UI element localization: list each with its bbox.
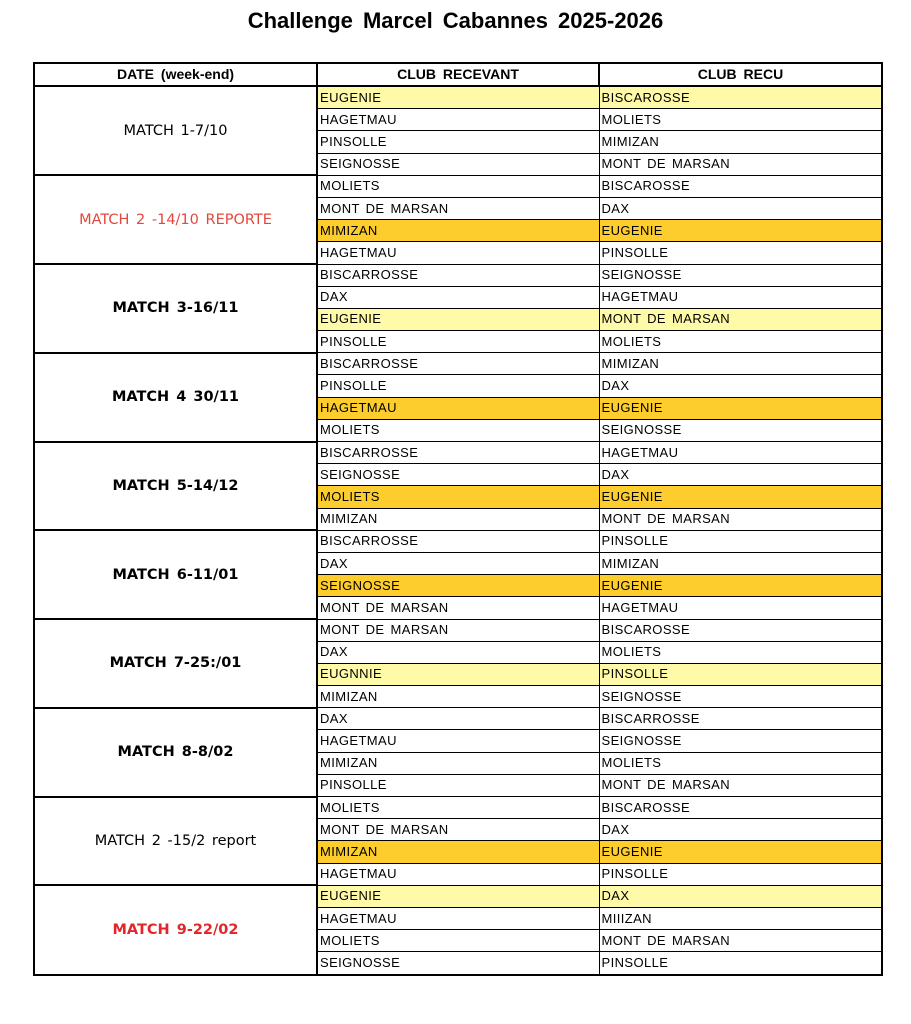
away-club-cell: EUGENIE (599, 397, 882, 419)
home-club-cell: DAX (317, 286, 599, 308)
away-club-cell: MONT DE MARSAN (599, 508, 882, 530)
match-date-label: MATCH 2 -14/10 REPORTE (34, 175, 317, 264)
home-club-cell: EUGNNIE (317, 663, 599, 685)
header-row (34, 63, 882, 86)
away-club-cell: PINSOLLE (599, 242, 882, 264)
away-club-cell: MONT DE MARSAN (599, 930, 882, 952)
home-club-cell: SEIGNOSSE (317, 464, 599, 486)
home-club-cell: HAGETMAU (317, 730, 599, 752)
away-club-cell: MOLIETS (599, 752, 882, 774)
header-home-club: CLUB RECEVANT (317, 63, 599, 86)
home-club-cell: PINSOLLE (317, 774, 599, 796)
table-row (34, 353, 882, 375)
away-club-cell: MIMIZAN (599, 131, 882, 153)
match-date-label: MATCH 1-7/10 (34, 86, 317, 175)
home-club-cell: MOLIETS (317, 930, 599, 952)
home-club-cell: MIMIZAN (317, 841, 599, 863)
away-club-cell: MIMIZAN (599, 353, 882, 375)
away-club-cell: HAGETMAU (599, 597, 882, 619)
match-date-label: MATCH 8-8/02 (34, 708, 317, 797)
away-club-cell: SEIGNOSSE (599, 419, 882, 441)
away-club-cell: MIMIZAN (599, 552, 882, 574)
away-club-cell: MONT DE MARSAN (599, 774, 882, 796)
home-club-cell: PINSOLLE (317, 131, 599, 153)
away-club-cell: PINSOLLE (599, 863, 882, 885)
home-club-cell: MONT DE MARSAN (317, 619, 599, 641)
header-away-club: CLUB RECU (599, 63, 882, 86)
away-club-cell: DAX (599, 197, 882, 219)
home-club-cell: MOLIETS (317, 797, 599, 819)
away-club-cell: BISCAROSSE (599, 619, 882, 641)
match-date-label: MATCH 7-25:/01 (34, 619, 317, 708)
schedule-body (34, 86, 882, 975)
away-club-cell: SEIGNOSSE (599, 264, 882, 286)
home-club-cell: HAGETMAU (317, 863, 599, 885)
home-club-cell: PINSOLLE (317, 375, 599, 397)
away-club-cell: MIIIZAN (599, 907, 882, 929)
home-club-cell: BISCARROSSE (317, 264, 599, 286)
away-club-cell: EUGENIE (599, 486, 882, 508)
home-club-cell: BISCARROSSE (317, 530, 599, 552)
table-row (34, 619, 882, 641)
match-date-label: MATCH 5-14/12 (34, 442, 317, 531)
match-date-label: MATCH 4 30/11 (34, 353, 317, 442)
home-club-cell: DAX (317, 708, 599, 730)
home-club-cell: EUGENIE (317, 308, 599, 330)
home-club-cell: EUGENIE (317, 885, 599, 907)
table-row (34, 885, 882, 907)
home-club-cell: DAX (317, 641, 599, 663)
home-club-cell: SEIGNOSSE (317, 952, 599, 975)
home-club-cell: SEIGNOSSE (317, 153, 599, 175)
away-club-cell: MOLIETS (599, 641, 882, 663)
home-club-cell: MONT DE MARSAN (317, 597, 599, 619)
away-club-cell: SEIGNOSSE (599, 730, 882, 752)
home-club-cell: HAGETMAU (317, 109, 599, 131)
home-club-cell: MONT DE MARSAN (317, 197, 599, 219)
home-club-cell: MOLIETS (317, 175, 599, 197)
home-club-cell: SEIGNOSSE (317, 575, 599, 597)
match-date-label: MATCH 6-11/01 (34, 530, 317, 619)
away-club-cell: SEIGNOSSE (599, 686, 882, 708)
home-club-cell: EUGENIE (317, 86, 599, 109)
home-club-cell: HAGETMAU (317, 397, 599, 419)
home-club-cell: MOLIETS (317, 486, 599, 508)
home-club-cell: BISCARROSSE (317, 442, 599, 464)
header-date: DATE (week-end) (34, 63, 317, 86)
page-title: Challenge Marcel Cabannes 2025-2026 (247, 8, 664, 33)
match-date-label: MATCH 2 -15/2 report (34, 797, 317, 886)
home-club-cell: MIMIZAN (317, 508, 599, 530)
table-row (34, 530, 882, 552)
away-club-cell: MONT DE MARSAN (599, 153, 882, 175)
away-club-cell: PINSOLLE (599, 530, 882, 552)
away-club-cell: HAGETMAU (599, 286, 882, 308)
schedule-table (33, 62, 883, 976)
home-club-cell: MIMIZAN (317, 220, 599, 242)
home-club-cell: MIMIZAN (317, 752, 599, 774)
table-row (34, 442, 882, 464)
away-club-cell: BISCAROSSE (599, 797, 882, 819)
table-row (34, 264, 882, 286)
home-club-cell: HAGETMAU (317, 907, 599, 929)
match-date-label: MATCH 9-22/02 (34, 885, 317, 974)
away-club-cell: PINSOLLE (599, 952, 882, 975)
home-club-cell: PINSOLLE (317, 331, 599, 353)
home-club-cell: HAGETMAU (317, 242, 599, 264)
away-club-cell: MOLIETS (599, 331, 882, 353)
away-club-cell: EUGENIE (599, 841, 882, 863)
away-club-cell: HAGETMAU (599, 442, 882, 464)
away-club-cell: BISCAROSSE (599, 175, 882, 197)
table-row (34, 175, 882, 197)
away-club-cell: BISCAROSSE (599, 86, 882, 109)
match-date-label: MATCH 3-16/11 (34, 264, 317, 353)
away-club-cell: DAX (599, 464, 882, 486)
away-club-cell: DAX (599, 819, 882, 841)
home-club-cell: BISCARROSSE (317, 353, 599, 375)
home-club-cell: DAX (317, 552, 599, 574)
table-row (34, 708, 882, 730)
home-club-cell: MONT DE MARSAN (317, 819, 599, 841)
away-club-cell: MOLIETS (599, 109, 882, 131)
home-club-cell: MIMIZAN (317, 686, 599, 708)
away-club-cell: EUGENIE (599, 575, 882, 597)
table-row (34, 797, 882, 819)
away-club-cell: DAX (599, 885, 882, 907)
away-club-cell: PINSOLLE (599, 663, 882, 685)
away-club-cell: DAX (599, 375, 882, 397)
table-row (34, 86, 882, 109)
away-club-cell: EUGENIE (599, 220, 882, 242)
away-club-cell: MONT DE MARSAN (599, 308, 882, 330)
away-club-cell: BISCARROSSE (599, 708, 882, 730)
home-club-cell: MOLIETS (317, 419, 599, 441)
